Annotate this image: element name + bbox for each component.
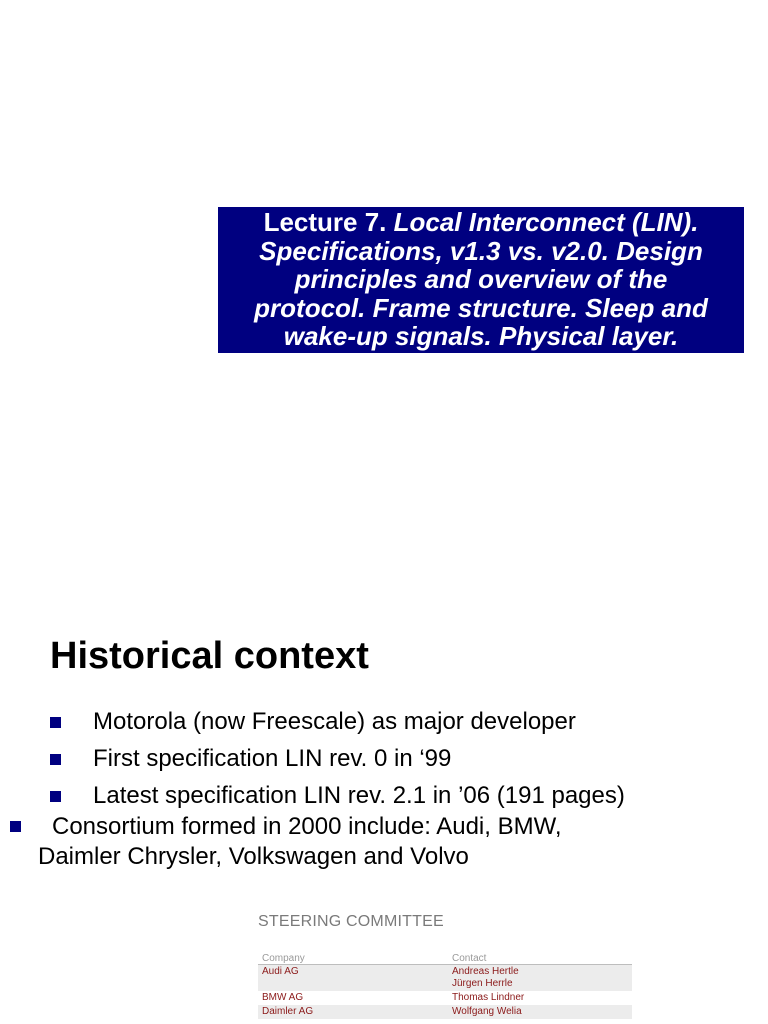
bullet-text-line-2: Daimler Chrysler, Volkswagen and Volvo xyxy=(38,843,469,870)
company-cell: Daimler AG xyxy=(258,1005,448,1019)
column-header-contact: Contact xyxy=(448,950,632,965)
committee-table xyxy=(258,950,632,1019)
lecture-title-box xyxy=(218,207,744,353)
bullet-item xyxy=(93,781,625,811)
bullet-text-line-1: Consortium formed in 2000 include: Audi, BMW, xyxy=(52,813,562,840)
contact-name: Wolfgang Welia xyxy=(452,1006,522,1017)
bullet-item xyxy=(93,707,576,737)
bullet-square-icon xyxy=(50,754,61,765)
title-line-5: wake-up signals. Physical layer. xyxy=(283,321,679,351)
title-lead: Lecture 7. xyxy=(263,207,394,237)
title-line-4: protocol. Frame structure. Sleep and xyxy=(254,292,708,323)
bullet-square-icon xyxy=(50,791,61,802)
bullet-square-icon xyxy=(50,717,61,728)
contact-name: Thomas Lindner xyxy=(452,992,525,1003)
company-cell: Audi AG xyxy=(258,965,448,992)
contact-cell xyxy=(448,991,632,1005)
steering-committee-figure xyxy=(258,912,632,1019)
table-row xyxy=(258,1005,632,1019)
bullet-text: First specification LIN rev. 0 in ‘99 xyxy=(93,745,452,772)
contact-name: Jürgen Herrle xyxy=(452,978,513,989)
section-heading: Historical context xyxy=(50,635,369,677)
bullet-square-icon xyxy=(10,821,21,832)
table-row xyxy=(258,991,632,1005)
table-row xyxy=(258,965,632,992)
bullet-item xyxy=(93,744,451,774)
contact-name: Andreas Hertle xyxy=(452,966,519,977)
bullet-text: Motorola (now Freescale) as major developer xyxy=(93,708,576,735)
company-cell: BMW AG xyxy=(262,992,304,1003)
title-line-2: Specifications, v1.3 vs. v2.0. Design xyxy=(259,235,703,266)
title-line-1-italic: Local Interconnect (LIN). xyxy=(393,207,699,237)
title-line-1 xyxy=(218,208,744,237)
contact-cell xyxy=(448,965,632,992)
title-line-3: principles and overview of the xyxy=(294,264,668,294)
bullet-text: Latest specification LIN rev. 2.1 in ’06 (191 pages) xyxy=(93,782,625,809)
committee-title: STEERING COMMITTEE xyxy=(258,913,444,930)
contact-cell xyxy=(448,1005,632,1019)
column-header-company: Company xyxy=(258,950,448,965)
